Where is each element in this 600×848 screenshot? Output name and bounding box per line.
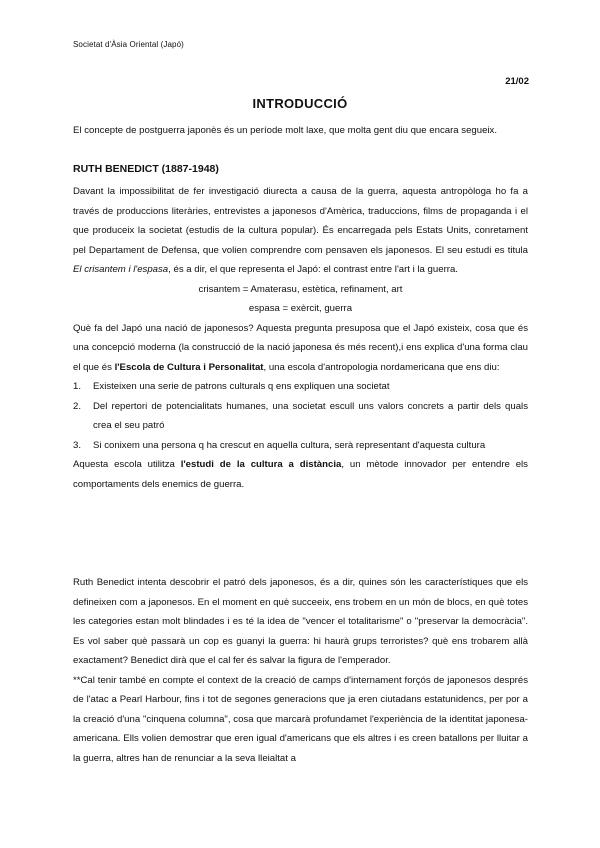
definition-1: crisantem = Amaterasu, estètica, refinament, art: [198, 283, 403, 295]
list-item-number: 1.: [73, 381, 82, 392]
paragraph-4: Ruth Benedict intenta descobrir el patró dels japonesos, és a dir, quines són les característiques que els defineixen com a japonesos. En el moment en què succeeix, ens trobem en un món de blocs, en què totes les categories estan molt blindades i es té la idea de "vencer el totalitarisme" o "preservar la democràcia". Es vol saber què passarà un cop es guanyi la guerra: hi haurà grups terroristes? què ens trobarem allà exactament? Benedict dirà que el cal fer és salvar la figura de l'emperador.: [73, 577, 528, 666]
paragraph-2: [73, 319, 528, 378]
paragraph-3-text-b: , un mètode innovador per entendre els comportaments dels enemics de guerra.: [73, 459, 528, 490]
list-item: [73, 377, 528, 397]
page-header: Societat d'Àsia Oriental (Japó): [73, 40, 184, 49]
list-item-text: Del repertori de potencialitats humanes, una societat escull uns valors concrets a partir dels quals crea el seu patró: [93, 400, 528, 431]
paragraph-3: [73, 455, 528, 494]
section-body: [73, 182, 528, 494]
list-item-text: Existeixen una serie de patrons culturals q ens expliquen una societat: [93, 381, 390, 392]
paragraph-5-note: **Cal tenir també en compte el context de la creació de camps d'internament forçós de japonesos després de l'atac a Pearl Harbour, fins i tot de segones generacions que ja eren ciutadans estatunidencs, per por a la creació d'una "cinquena columna", cosa que marcarà profundamet l'experiència de la identitat japonesa-americana. Ells volien demostrar que eren igual d'americans que els altres i es creen batallons per lluitar a la guerra, altres han de renunciar a la seva lleialtat a: [73, 674, 528, 764]
numbered-list: [73, 377, 528, 455]
method-name: l'estudi de la cultura a distància: [180, 459, 342, 470]
paragraph-2-text-a: Què fa del Japó una nació de japonesos? Aquesta pregunta presuposa que el Japó existeix, cosa que és una concepció moderna (la construcció de la nació japonesa és més recent),i ens explica d'una forma clau el que és: [73, 322, 528, 373]
paragraph-3-text-a: Aquesta escola utilitza: [73, 459, 181, 470]
book-title: El crisantem i l'espasa: [73, 264, 169, 275]
list-item: [73, 397, 528, 436]
paragraph-1: [73, 182, 528, 280]
list-item-text: Si conixem una persona q ha crescut en aquella cultura, serà representant d'aquesta cultura: [93, 439, 486, 451]
intro-paragraph: El concepte de postguerra japonès és un període molt laxe, que molta gent diu que encara segueix.: [73, 125, 498, 136]
definition-2: espasa = exèrcit, guerra: [248, 303, 353, 314]
section-heading: RUTH BENEDICT (1887-1948): [73, 163, 219, 175]
paragraph-1-text-b: , és a dir, el que representa el Japó: el contrast entre l'art i la guerra.: [168, 264, 458, 275]
list-item-number: 2.: [73, 400, 82, 412]
page-title: INTRODUCCIÓ: [252, 96, 348, 111]
list-item: [73, 436, 528, 456]
school-name: l'Escola de Cultura i Personalitat: [114, 361, 264, 373]
paragraph-2-text-b: , una escola d'antropologia nordamericana que ens diu:: [263, 361, 500, 373]
section-body-continued: [73, 573, 528, 768]
paragraph-1-text-a: Davant la impossibilitat de fer investigació diurecta a causa de la guerra, aquesta antropòloga ho fa a través de produccions literàries, entrevistes a japonesos d'Amèrica, traduccions, films de propaganda i el que produceix la societat (estudis de la cultura popular). És encarregada pels Estats Units, conretament pel Departament de Defensa, que volien comprendre com pensaven els japonesos. El seu estudi es titula: [73, 186, 528, 256]
list-item-number: 3.: [73, 439, 82, 451]
date-label: 21/02: [505, 76, 529, 87]
